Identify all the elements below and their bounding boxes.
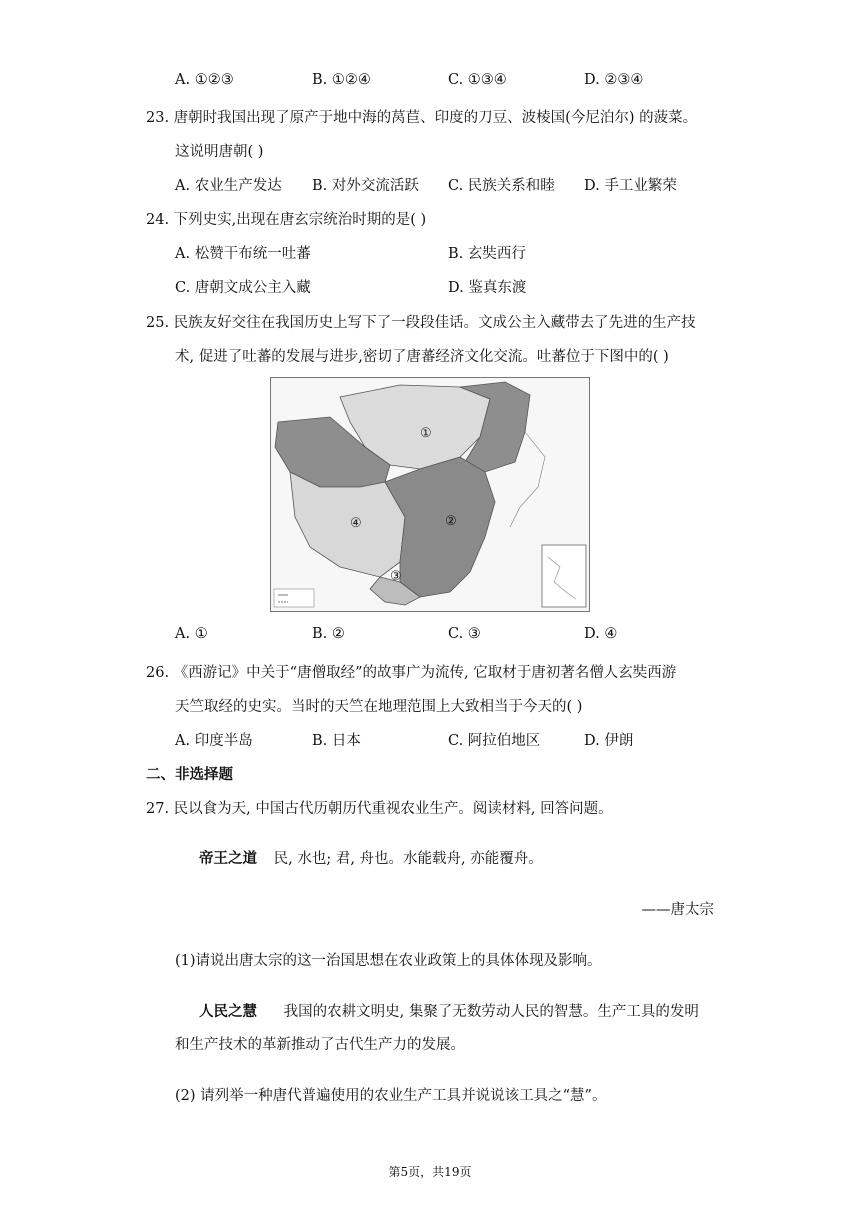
q26-stem-line1: 26. 《西游记》中关于“唐僧取经”的故事广为流传, 它取材于唐初著名僧人玄奘西游 bbox=[146, 665, 677, 681]
q23-stem-line2: 这说明唐朝( ) bbox=[175, 144, 264, 160]
q22-option-b: B. ①②④ bbox=[312, 72, 371, 88]
q22-option-d: D. ②③④ bbox=[584, 72, 644, 88]
q23-stem-line1: 23. 唐朝时我国出现了原产于地中海的莴苣、印度的刀豆、波棱国(今尼泊尔) 的菠菜。 bbox=[146, 110, 698, 126]
map-legend bbox=[274, 589, 314, 607]
q27-material2-text1: 我国的农耕文明史, 集聚了无数劳动人民的智慧。生产工具的发明 bbox=[283, 1004, 699, 1020]
q26-option-d: D. 伊朗 bbox=[584, 733, 634, 749]
q22-option-c: C. ①③④ bbox=[448, 72, 507, 88]
map-label-1: ① bbox=[420, 426, 432, 441]
q23-option-a: A. 农业生产发达 bbox=[175, 178, 282, 194]
q22-option-a: A. ①②③ bbox=[175, 72, 234, 88]
q25-option-c: C. ③ bbox=[448, 626, 481, 642]
q27-stem: 27. 民以食为天, 中国古代历朝历代重视农业生产。阅读材料, 回答问题。 bbox=[146, 801, 613, 817]
q27-material2-line1 bbox=[199, 1000, 699, 1021]
q26-option-b: B. 日本 bbox=[312, 733, 361, 749]
q24-option-b: B. 玄奘西行 bbox=[448, 246, 526, 262]
q23-option-b: B. 对外交流活跃 bbox=[312, 178, 419, 194]
q25-option-a: A. ① bbox=[175, 626, 208, 642]
q27-material1-source: ——唐太宗 bbox=[641, 902, 714, 918]
q25-option-d: D. ④ bbox=[584, 626, 618, 642]
q27-material2-title: 人民之慧 bbox=[199, 1003, 257, 1020]
q27-material1-title: 帝王之道 bbox=[199, 850, 257, 867]
section-heading: 二、非选择题 bbox=[146, 766, 233, 783]
map-label-2: ② bbox=[445, 514, 457, 529]
q23-option-c: C. 民族关系和睦 bbox=[448, 178, 555, 194]
q25-stem-line1: 25. 民族友好交往在我国历史上写下了一段段佳话。文成公主入藏带去了先进的生产技 bbox=[146, 315, 696, 331]
q23-option-d: D. 手工业繁荣 bbox=[584, 178, 677, 194]
tang-dynasty-map bbox=[270, 377, 590, 612]
page-footer: 第5页，共19页 bbox=[388, 1165, 472, 1179]
q24-option-a: A. 松赞干布统一吐蕃 bbox=[175, 246, 311, 262]
q27-material1-text: 民, 水也; 君, 舟也。水能载舟, 亦能覆舟。 bbox=[273, 851, 543, 867]
q27-sub1: (1)请说出唐太宗的这一治国思想在农业政策上的具体体现及影响。 bbox=[175, 953, 602, 969]
q26-option-c: C. 阿拉伯地区 bbox=[448, 733, 541, 749]
q27-material2-line2: 和生产技术的革新推动了古代生产力的发展。 bbox=[175, 1037, 465, 1053]
q24-stem: 24. 下列史实,出现在唐玄宗统治时期的是( ) bbox=[146, 212, 427, 228]
q24-option-d: D. 鉴真东渡 bbox=[448, 280, 527, 296]
q26-option-a: A. 印度半岛 bbox=[175, 733, 253, 749]
q27-sub2: (2) 请列举一种唐代普遍使用的农业生产工具并说说该工具之“慧”。 bbox=[175, 1088, 607, 1104]
q24-option-c: C. 唐朝文成公主入藏 bbox=[175, 280, 311, 296]
q25-stem-line2: 术, 促进了吐蕃的发展与进步,密切了唐蕃经济文化交流。吐蕃位于下图中的( ) bbox=[175, 349, 669, 365]
map-inset bbox=[542, 545, 586, 607]
q26-stem-line2: 天竺取经的史实。当时的天竺在地理范围上大致相当于今天的( ) bbox=[175, 699, 583, 715]
q27-material1 bbox=[199, 847, 543, 868]
q25-option-b: B. ② bbox=[312, 626, 345, 642]
map-label-3: ③ bbox=[390, 569, 402, 584]
map-label-4: ④ bbox=[350, 516, 362, 531]
